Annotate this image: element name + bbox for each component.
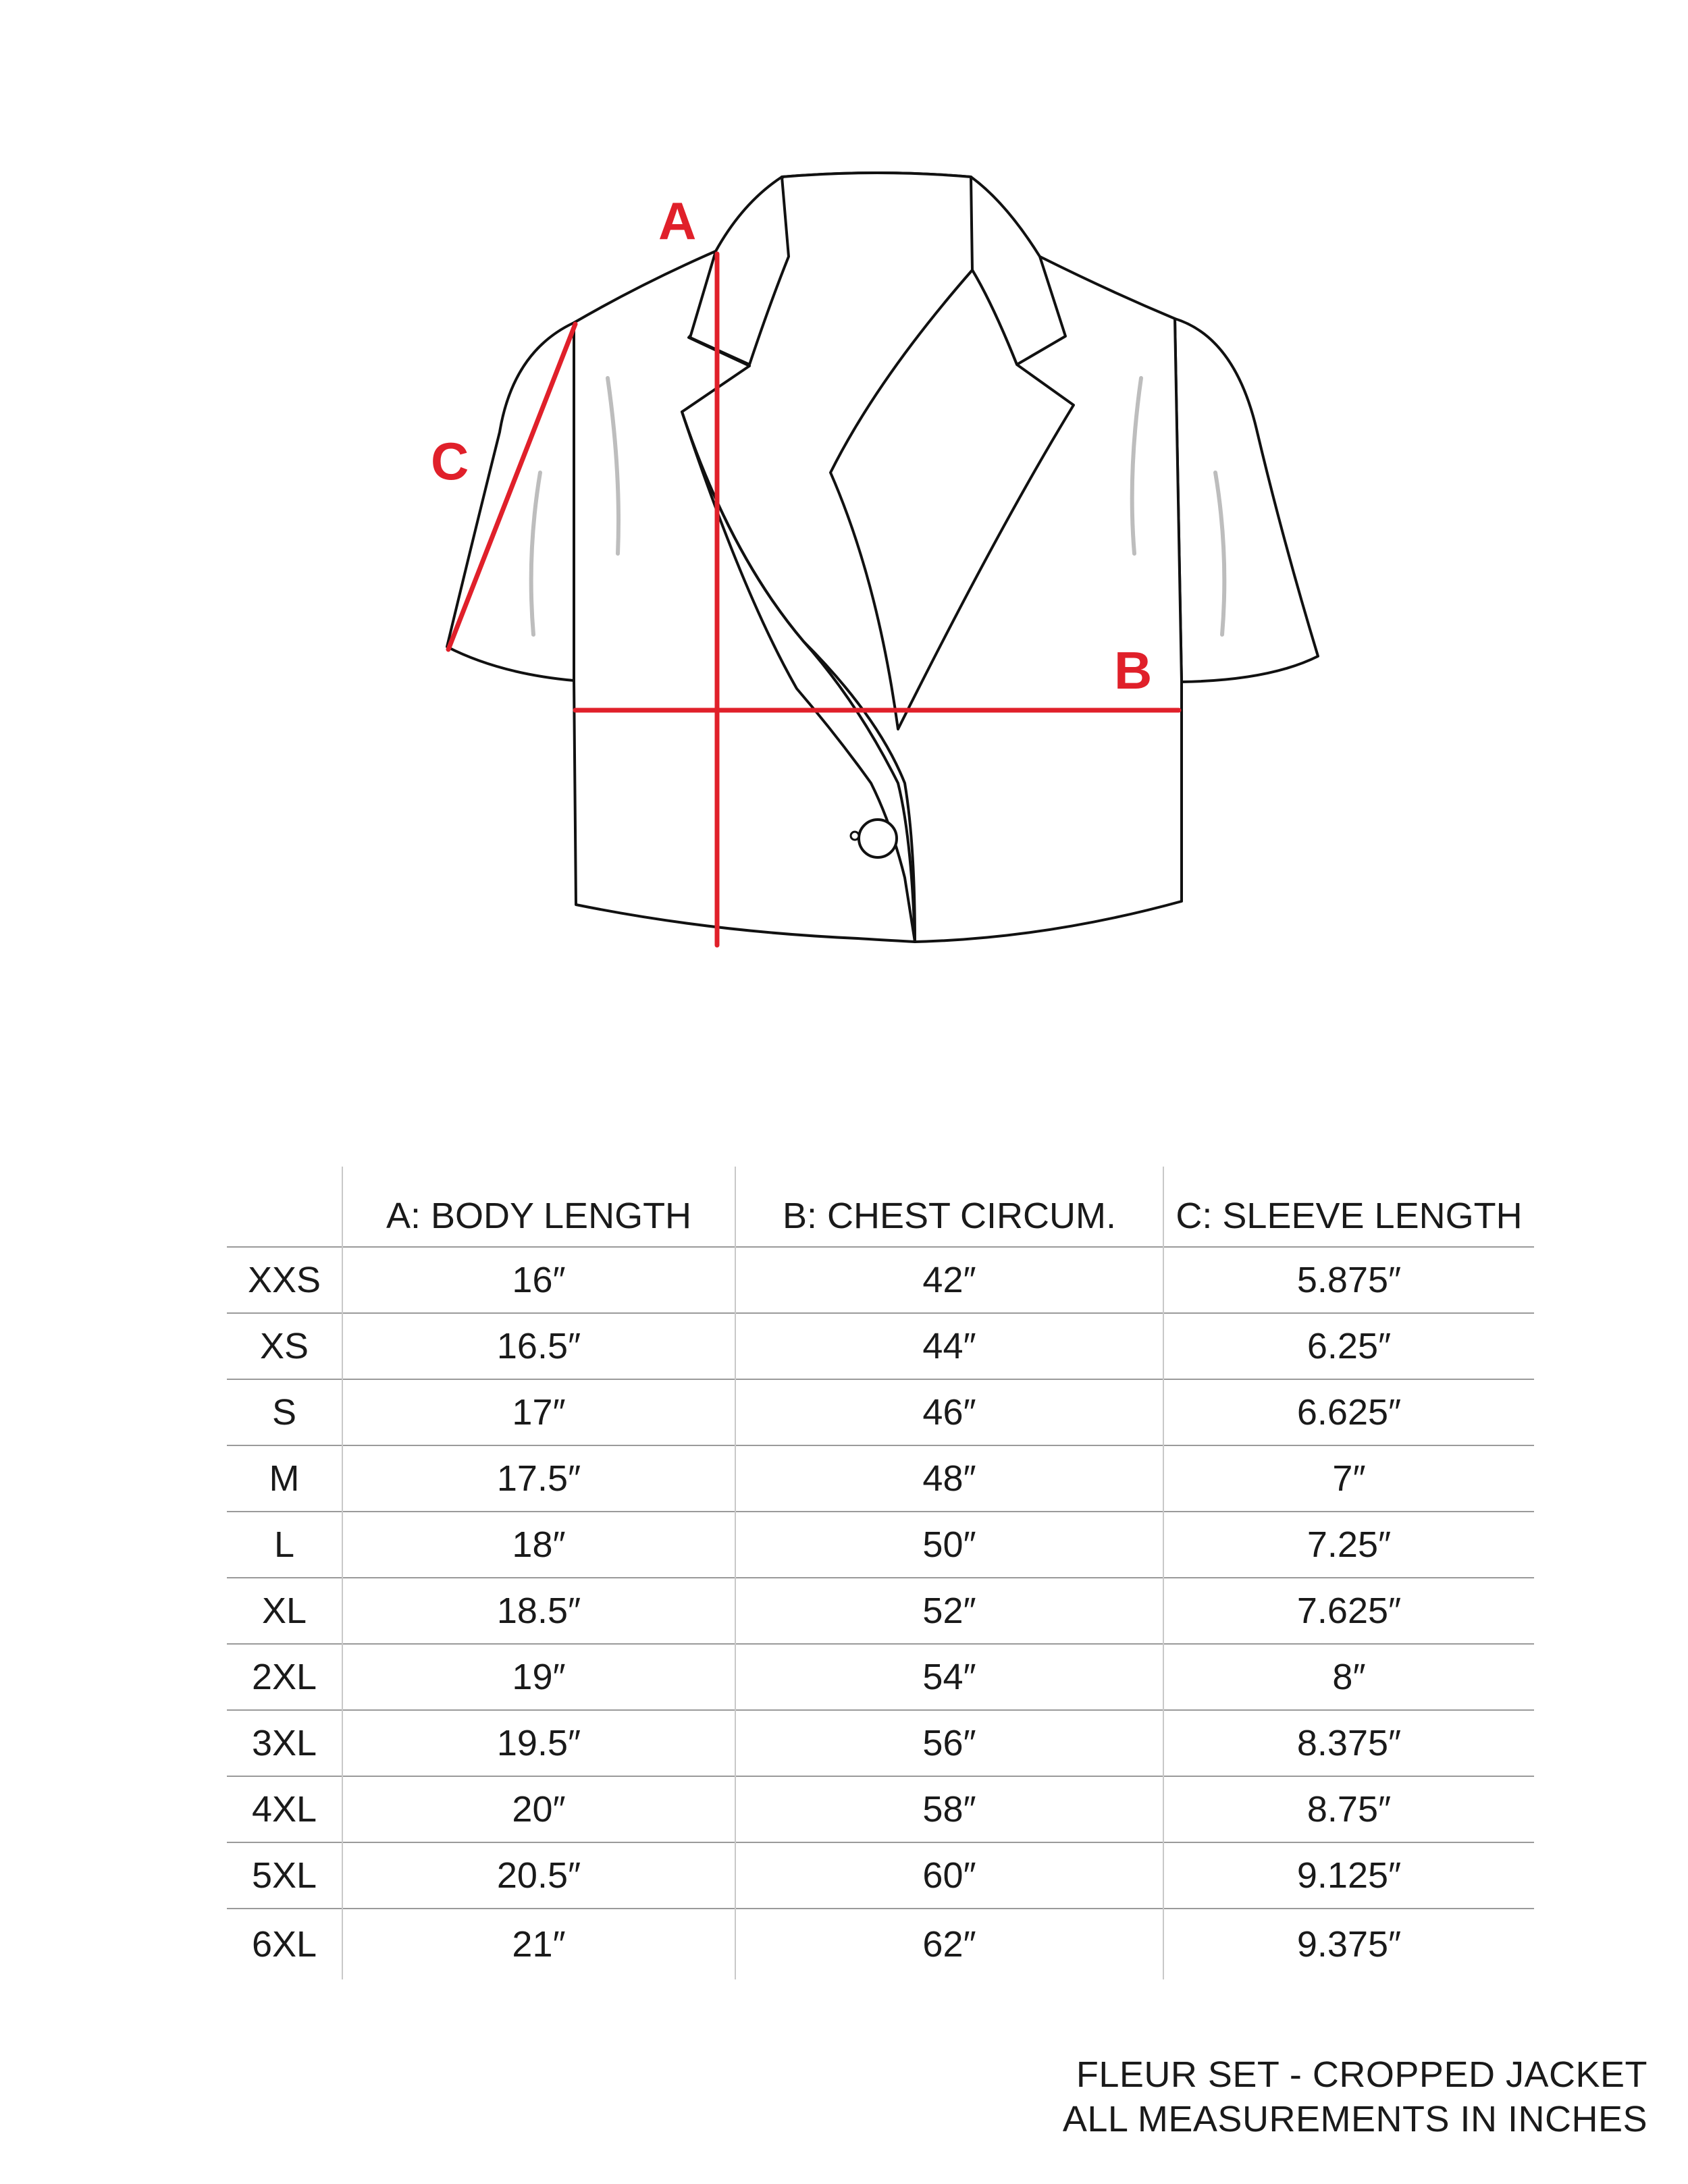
size-cell: 2XL (227, 1644, 342, 1710)
size-cell: 3XL (227, 1710, 342, 1776)
table-header-size (227, 1167, 342, 1247)
sleeve-cell: 6.25″ (1163, 1313, 1534, 1379)
chest-cell: 60″ (735, 1842, 1163, 1909)
table-header-body-length: A: BODY LENGTH (342, 1167, 735, 1247)
sleeve-cell: 8″ (1163, 1644, 1534, 1710)
sleeve-cell: 7″ (1163, 1445, 1534, 1512)
body-length-cell: 20.5″ (342, 1842, 735, 1909)
size-cell: XXS (227, 1247, 342, 1313)
table-row (227, 1313, 1534, 1379)
body-length-cell: 21″ (342, 1909, 735, 1979)
body-length-cell: 20″ (342, 1776, 735, 1842)
measure-label-b: B (1114, 641, 1153, 700)
size-cell: S (227, 1379, 342, 1445)
footer-product-name: FLEUR SET - CROPPED JACKET (1076, 2054, 1647, 2095)
table-row (227, 1247, 1534, 1313)
body-length-cell: 17″ (342, 1379, 735, 1445)
sleeve-cell: 6.625″ (1163, 1379, 1534, 1445)
jacket-diagram (0, 0, 1688, 1013)
body-length-cell: 16″ (342, 1247, 735, 1313)
size-cell: XS (227, 1313, 342, 1379)
sleeve-cell: 9.125″ (1163, 1842, 1534, 1909)
table-row (227, 1776, 1534, 1842)
table-row (227, 1379, 1534, 1445)
size-cell: XL (227, 1578, 342, 1644)
chest-cell: 56″ (735, 1710, 1163, 1776)
table-row (227, 1909, 1534, 1979)
body-length-cell: 19″ (342, 1644, 735, 1710)
body-length-cell: 17.5″ (342, 1445, 735, 1512)
footer-units-note: ALL MEASUREMENTS IN INCHES (1062, 2099, 1647, 2139)
sleeve-cell: 7.25″ (1163, 1512, 1534, 1578)
size-cell: M (227, 1445, 342, 1512)
sleeve-cell: 8.75″ (1163, 1776, 1534, 1842)
body-length-cell: 19.5″ (342, 1710, 735, 1776)
body-length-cell: 18″ (342, 1512, 735, 1578)
table-header-chest-circum: B: CHEST CIRCUM. (735, 1167, 1163, 1247)
chest-cell: 42″ (735, 1247, 1163, 1313)
measure-label-c: C (431, 431, 469, 491)
size-cell: 5XL (227, 1842, 342, 1909)
body-length-cell: 18.5″ (342, 1578, 735, 1644)
table-row (227, 1644, 1534, 1710)
measure-label-a: A (658, 191, 697, 250)
chest-cell: 48″ (735, 1445, 1163, 1512)
jacket-button (859, 820, 897, 857)
chest-cell: 62″ (735, 1909, 1163, 1979)
size-cell: 4XL (227, 1776, 342, 1842)
chest-cell: 50″ (735, 1512, 1163, 1578)
sleeve-cell: 5.875″ (1163, 1247, 1534, 1313)
chest-cell: 52″ (735, 1578, 1163, 1644)
table-row (227, 1710, 1534, 1776)
chest-cell: 44″ (735, 1313, 1163, 1379)
body-length-cell: 16.5″ (342, 1313, 735, 1379)
size-chart-table (227, 1167, 1534, 1979)
chest-cell: 58″ (735, 1776, 1163, 1842)
jacket-right-sleeve (1175, 319, 1318, 682)
jacket-button-thread (851, 832, 859, 840)
chest-cell: 54″ (735, 1644, 1163, 1710)
table-row (227, 1578, 1534, 1644)
size-cell: L (227, 1512, 342, 1578)
footer-caption (1063, 2052, 1647, 2141)
table-row (227, 1512, 1534, 1578)
sleeve-cell: 7.625″ (1163, 1578, 1534, 1644)
chest-cell: 46″ (735, 1379, 1163, 1445)
size-cell: 6XL (227, 1909, 342, 1979)
table-header-sleeve-length: C: SLEEVE LENGTH (1163, 1167, 1534, 1247)
sleeve-cell: 9.375″ (1163, 1909, 1534, 1979)
table-header-row (227, 1167, 1534, 1247)
table-row (227, 1445, 1534, 1512)
sleeve-cell: 8.375″ (1163, 1710, 1534, 1776)
table-row (227, 1842, 1534, 1909)
